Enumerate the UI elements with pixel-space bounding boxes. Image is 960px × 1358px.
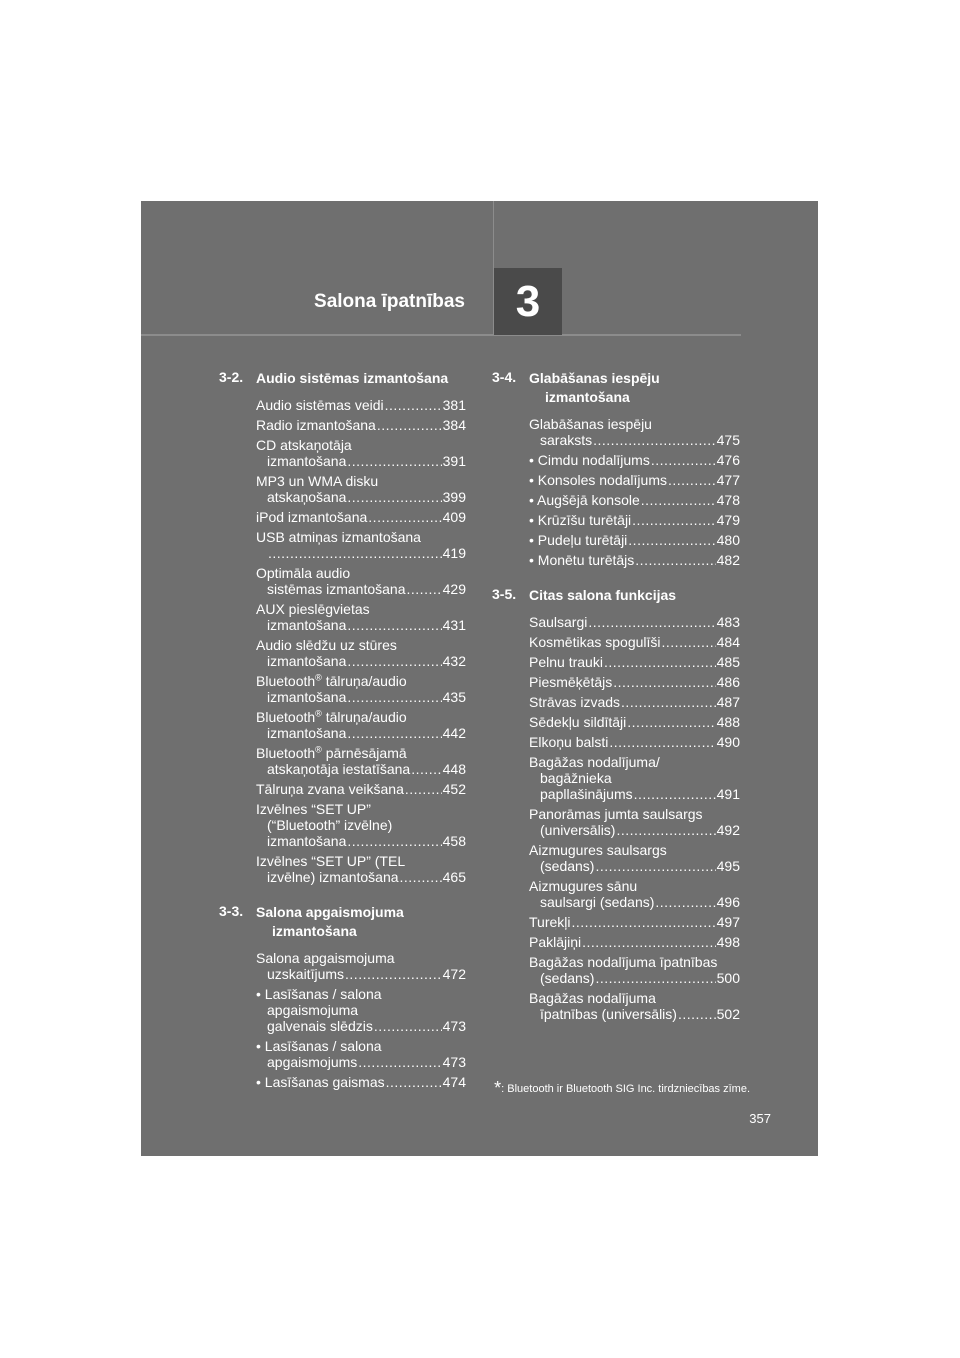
entry-page: 498 [716,934,740,950]
entry-page: 487 [716,694,740,710]
entry-line-last [529,858,740,874]
entry-line-last [529,734,740,750]
page-panel [141,201,818,1156]
toc-entry[interactable] [529,990,740,1022]
footnote-star: * [494,1078,502,1098]
dot-leader [588,614,715,630]
entry-line: USB atmiņas izmantošana [256,529,421,545]
entry-text: • Krūzīšu turētāji [529,512,632,528]
entry-line-last [256,417,466,433]
entry-line-last [529,512,740,528]
registered-mark: ® [315,708,322,719]
dot-leader [616,822,715,838]
entry-line-last [256,966,466,982]
dot-leader [604,654,716,670]
section-number: 3-5. [492,586,517,602]
entry-line-last [256,833,466,849]
entry-line-last [529,934,740,950]
entry-page: 495 [716,858,740,874]
entry-page: 482 [716,552,740,568]
entry-text: • Pudeļu turētāji [529,532,628,548]
entry-text: izmantošana [267,653,347,669]
entry-page: 474 [442,1074,466,1090]
entry-line-last [529,674,740,690]
entry-page: 500 [716,970,740,986]
section-number: 3-4. [492,369,517,385]
dot-leader [627,714,715,730]
dot-leader [668,472,716,488]
entry-page: 381 [442,397,466,413]
entry-line-last [529,694,740,710]
dot-leader [400,869,442,885]
entry-page: 497 [716,914,740,930]
entry-page: 476 [716,452,740,468]
entry-text: • Cimdu nodalījums [529,452,650,468]
toc-entry[interactable] [256,709,466,741]
entry-text: saraksts [540,432,593,448]
toc-entry[interactable] [256,397,466,413]
entry-text: • Augšējā konsole [529,492,640,508]
entry-line-last [256,489,466,505]
dot-leader [374,1018,442,1034]
dot-leader [358,1054,441,1070]
entry-text: • Monētu turētājs [529,552,635,568]
entry-line-last [256,869,466,885]
entry-line-last [256,761,466,777]
entry-text: Elkoņu balsti [529,734,609,750]
entry-line-last [256,689,466,705]
entry-line: Salona apgaismojuma [256,950,395,966]
toc-entry[interactable] [256,673,466,705]
entry-page: 496 [716,894,740,910]
dot-leader [347,653,441,669]
dot-leader [411,761,441,777]
toc-entry[interactable] [256,853,466,885]
entry-page: 502 [716,1006,740,1022]
entry-page: 473 [442,1054,466,1070]
dot-leader [347,725,441,741]
toc-section-heading [492,369,740,407]
dot-leader [572,914,716,930]
toc-entry[interactable] [529,512,740,528]
entry-page: 479 [716,512,740,528]
toc-entry[interactable] [529,806,740,838]
toc-entry[interactable] [256,781,466,797]
toc-entry[interactable] [529,552,740,568]
toc-entry[interactable] [529,842,740,874]
dot-leader [368,509,441,525]
entry-page: 384 [442,417,466,433]
toc-entry[interactable] [256,565,466,597]
entry-line: Audio slēdžu uz stūres [256,637,397,653]
toc-left-column [219,369,466,1094]
toc-entry[interactable] [529,734,740,750]
entry-page: 432 [442,653,466,669]
entry-text: Kosmētikas spogulīši [529,634,661,650]
dot-leader [347,617,441,633]
dot-leader [385,397,442,413]
entry-text: Radio izmantošana [256,417,376,433]
dot-leader [377,417,442,433]
toc-entry[interactable] [256,1038,466,1070]
toc-entry[interactable] [529,694,740,710]
entry-text: atskaņotāja iestatīšana [267,761,411,777]
entry-text: uzskaitījums [267,966,345,982]
toc-entry[interactable] [256,801,466,849]
toc-entry[interactable] [529,754,740,802]
dot-leader [595,858,715,874]
entry-text: (sedans) [540,858,595,874]
toc-entry[interactable] [256,601,466,633]
entry-line-last [256,581,466,597]
toc-right-column [492,369,740,1026]
entry-page: 473 [442,1018,466,1034]
entry-text: saulsargi (sedans) [540,894,655,910]
dot-leader [347,833,441,849]
entry-text: Sēdekļu sildītāji [529,714,627,730]
entry-line-last [529,532,740,548]
toc-entry[interactable] [529,416,740,448]
toc-section-heading [219,903,466,941]
entry-page: 490 [716,734,740,750]
entry-line-last [256,1018,466,1034]
dot-leader [621,694,716,710]
entry-text: īpatnības (universālis) [540,1006,677,1022]
entry-line: Bagāžas nodalījuma/ [529,754,660,770]
entry-line: Bluetooth® pārnēsājamā [256,744,407,761]
entry-page: 475 [716,432,740,448]
entry-line-last [529,786,740,802]
entry-text: (universālis) [540,822,616,838]
dot-leader [655,894,715,910]
entry-line: (“Bluetooth” izvēlne) [267,817,393,833]
entry-page: 448 [442,761,466,777]
toc-entry[interactable] [529,934,740,950]
footnote [141,1078,750,1099]
entry-page: 452 [442,781,466,797]
section-title: Salona īpatnības [314,291,465,312]
entry-line-last [256,397,466,413]
dot-leader [651,452,716,468]
dot-leader [593,432,716,448]
entry-text: Audio sistēmas veidi [256,397,384,413]
entry-text: (sedans) [540,970,595,986]
entry-line: Izvēlnes “SET UP” (TEL [256,853,406,869]
registered-mark: ® [315,744,322,755]
toc-entry[interactable] [256,509,466,525]
chapter-number-badge: 3 [494,268,562,335]
page-number: 357 [749,1111,771,1126]
entry-line: Aizmugures saulsargs [529,842,667,858]
entry-line: MP3 un WMA disku [256,473,379,489]
entry-line-last [529,654,740,670]
entry-line: Bluetooth® tālruņa/audio [256,708,407,725]
entry-text: • Lasīšanas gaismas [256,1074,385,1090]
section-gap [219,889,466,903]
dot-leader [609,734,715,750]
entry-text: Pelnu trauki [529,654,603,670]
entry-line: Izvēlnes “SET UP” [256,801,371,817]
entry-line: Glabāšanas iespēju [529,416,652,432]
entry-line-last [256,1054,466,1070]
entry-text: sistēmas izmantošana [267,581,406,597]
toc-entry[interactable] [529,954,740,986]
entry-line-last [529,452,740,468]
entry-text: izmantošana [267,689,347,705]
toc-entry[interactable] [256,417,466,433]
entry-page: 491 [716,786,740,802]
toc-entry[interactable] [529,614,740,630]
toc-entry[interactable] [256,745,466,777]
dot-leader [628,532,715,548]
entry-page: 465 [442,869,466,885]
entry-page: 458 [442,833,466,849]
entry-line-last [529,894,740,910]
entry-text: Turekļi [529,914,571,930]
dot-leader [405,781,442,797]
toc-entry[interactable] [529,878,740,910]
toc-entry[interactable] [256,437,466,469]
entry-line-last [529,432,740,448]
entry-line-last [256,725,466,741]
entry-page: 478 [716,492,740,508]
toc-section-heading [219,369,466,388]
toc-entry[interactable] [256,637,466,669]
entry-line-last [529,492,740,508]
dot-leader [268,545,442,561]
toc-entry[interactable] [529,634,740,650]
entry-line-last [529,822,740,838]
dot-leader [613,674,715,690]
toc-entry[interactable] [529,532,740,548]
entry-text: izmantošana [267,725,347,741]
entry-text: Paklājiņi [529,934,582,950]
section-number: 3-3. [219,903,244,919]
entry-page: 442 [442,725,466,741]
entry-text: • Konsoles nodalījums [529,472,667,488]
entry-line-last [529,472,740,488]
registered-mark: ® [315,672,322,683]
dot-leader [347,689,441,705]
dot-leader [345,966,442,982]
entry-page: 435 [442,689,466,705]
dot-leader [595,970,715,986]
toc-entry[interactable] [256,986,466,1034]
entry-page: 477 [716,472,740,488]
entry-text: iPod izmantošana [256,509,368,525]
entry-text: izmantošana [267,833,347,849]
toc-entry[interactable] [529,492,740,508]
entry-page: 483 [716,614,740,630]
toc-entry[interactable] [529,654,740,670]
dot-leader [632,512,715,528]
entry-page: 480 [716,532,740,548]
entry-line-last [529,714,740,730]
section-heading-title: Citas salona funkcijas [529,587,677,603]
entry-text: Piesmēķētājs [529,674,613,690]
entry-text: atskaņošana [267,489,347,505]
entry-line: Bluetooth® tālruņa/audio [256,672,407,689]
entry-page: 486 [716,674,740,690]
dot-leader [582,934,716,950]
entry-line-last [529,552,740,568]
dot-leader [678,1006,716,1022]
section-heading-title: Glabāšanas iespēju izmantošana [529,370,660,405]
dot-leader [347,453,441,469]
entry-line: CD atskaņotāja [256,437,352,453]
entry-page: 492 [716,822,740,838]
toc-entry[interactable] [529,472,740,488]
entry-line-last [529,914,740,930]
entry-line-last [256,653,466,669]
entry-page: 399 [442,489,466,505]
entry-page: 472 [442,966,466,982]
entry-text: Saulsargi [529,614,588,630]
header-divider-horizontal [141,334,741,336]
dot-leader [634,786,716,802]
footnote-text: : Bluetooth ir Bluetooth SIG Inc. tirdzniecības zīme. [501,1083,750,1095]
toc-entry[interactable] [529,674,740,690]
entry-text: apgaismojums [267,1054,358,1070]
section-heading-title: Audio sistēmas izmantošana [256,370,449,386]
entry-page: 431 [442,617,466,633]
entry-page: 488 [716,714,740,730]
toc-section-heading [492,586,740,605]
entry-line: • Lasīšanas / salona [256,1038,382,1054]
entry-line: Panorāmas jumta saulsargs [529,806,703,822]
section-heading-title: Salona apgaismojuma izmantošana [256,904,404,939]
entry-line: Bagāžas nodalījuma [529,990,656,1006]
entry-line-last [529,1006,740,1022]
entry-page: 429 [442,581,466,597]
section-gap [492,572,740,586]
dot-leader [662,634,716,650]
entry-text: galvenais slēdzis [267,1018,373,1034]
entry-line-last [529,614,740,630]
entry-text: Tālruņa zvana veikšana [256,781,404,797]
entry-text: izmantošana [267,453,347,469]
toc-entry[interactable] [529,452,740,468]
toc-entry[interactable] [256,950,466,982]
entry-line-last [256,781,466,797]
toc-entry[interactable] [529,714,740,730]
dot-leader [635,552,715,568]
entry-line: apgaismojuma [267,1002,359,1018]
entry-line: Bagāžas nodalījuma īpatnības [529,954,718,970]
entry-line: AUX pieslēgvietas [256,601,370,617]
entry-text: Strāvas izvads [529,694,621,710]
entry-line: Optimāla audio [256,565,351,581]
entry-line-last [256,453,466,469]
dot-leader [407,581,442,597]
entry-page: 391 [442,453,466,469]
entry-text: izmantošana [267,617,347,633]
entry-line-last [256,509,466,525]
dot-leader [347,489,441,505]
entry-page: 484 [716,634,740,650]
entry-line: • Lasīšanas / salona [256,986,382,1002]
dot-leader [641,492,716,508]
entry-line-last [529,970,740,986]
entry-page: 409 [442,509,466,525]
toc-entry[interactable] [529,914,740,930]
entry-page: 485 [716,654,740,670]
entry-line: Aizmugures sānu [529,878,638,894]
entry-text: papllašinājums [540,786,633,802]
toc-entry[interactable] [256,529,466,561]
entry-line-last [529,634,740,650]
section-number: 3-2. [219,369,244,385]
toc-entry[interactable] [256,473,466,505]
entry-line-last [256,545,466,561]
entry-line-last [256,617,466,633]
entry-page: 419 [442,545,466,561]
entry-text: izvēlne) izmantošana [267,869,399,885]
entry-line: bagāžnieka [540,770,612,786]
